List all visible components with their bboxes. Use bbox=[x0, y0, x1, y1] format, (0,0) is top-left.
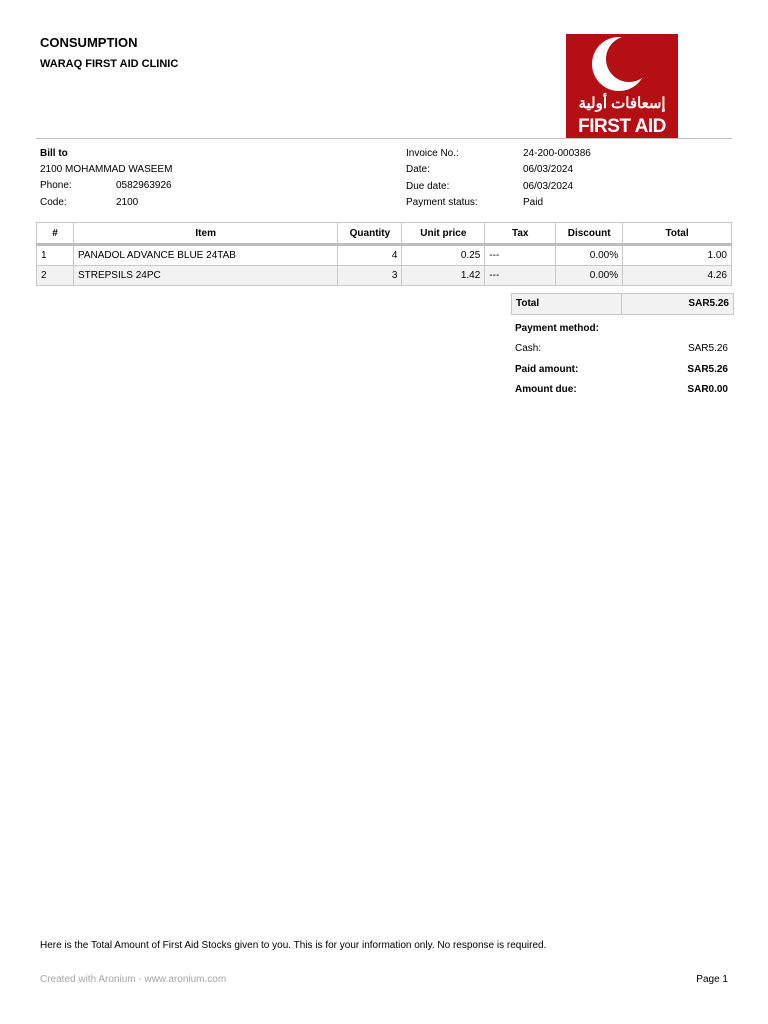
quantity: 4 bbox=[338, 245, 402, 266]
row-number: 2 bbox=[37, 266, 74, 286]
column-header: Discount bbox=[556, 223, 623, 245]
tax: --- bbox=[485, 245, 556, 266]
code-label: Code: bbox=[40, 197, 67, 208]
logo-arabic-text: إسعافات أولية bbox=[578, 95, 666, 112]
clinic-name: WARAQ FIRST AID CLINIC bbox=[40, 58, 179, 70]
cash-label: Cash: bbox=[515, 343, 542, 354]
column-header: Tax bbox=[485, 223, 556, 245]
total-value: SAR5.26 bbox=[688, 298, 729, 309]
code-value: 2100 bbox=[116, 197, 139, 208]
total-label: Total bbox=[516, 298, 540, 309]
header-divider bbox=[36, 138, 732, 139]
discount: 0.00% bbox=[556, 266, 623, 286]
quantity: 3 bbox=[338, 266, 402, 286]
due-date-value: 06/03/2024 bbox=[523, 181, 574, 192]
tax: --- bbox=[485, 266, 556, 286]
item-name: PANADOL ADVANCE BLUE 24TAB bbox=[73, 245, 338, 266]
date-value: 06/03/2024 bbox=[523, 164, 574, 175]
unit-price: 1.42 bbox=[402, 266, 485, 286]
column-header: # bbox=[37, 223, 74, 245]
total-box bbox=[511, 293, 734, 315]
column-header: Total bbox=[623, 223, 732, 245]
credit-text: Created with Aronium - www.aronium.com bbox=[40, 974, 227, 985]
row-number: 1 bbox=[37, 245, 74, 266]
items-table bbox=[36, 222, 732, 286]
logo-english-text: FIRST AID bbox=[578, 116, 666, 137]
paid-amount-label: Paid amount: bbox=[515, 364, 579, 375]
amount-due-value: SAR0.00 bbox=[687, 384, 728, 395]
first-aid-logo bbox=[566, 34, 678, 138]
page-number: Page 1 bbox=[696, 974, 728, 985]
invoice-number: 24-200-000386 bbox=[523, 148, 591, 159]
line-total: 1.00 bbox=[623, 245, 732, 266]
column-header: Quantity bbox=[338, 223, 402, 245]
payment-status-value: Paid bbox=[523, 197, 544, 208]
bill-to-heading: Bill to bbox=[40, 148, 68, 159]
due-date-label: Due date: bbox=[406, 181, 450, 192]
invoice-number-label: Invoice No.: bbox=[406, 148, 459, 159]
date-label: Date: bbox=[406, 164, 430, 175]
table-row bbox=[37, 245, 732, 266]
table-row bbox=[37, 266, 732, 286]
column-header: Item bbox=[73, 223, 338, 245]
footer-note: Here is the Total Amount of First Aid Stocks given to you. This is for your information only. No response is required. bbox=[40, 940, 547, 951]
unit-price: 0.25 bbox=[402, 245, 485, 266]
phone-label: Phone: bbox=[40, 180, 72, 191]
document-title: CONSUMPTION bbox=[40, 35, 138, 50]
phone-value: 0582963926 bbox=[116, 180, 172, 191]
item-name: STREPSILS 24PC bbox=[73, 266, 338, 286]
total-divider bbox=[621, 294, 622, 314]
payment-status-label: Payment status: bbox=[406, 197, 478, 208]
customer-name: 2100 MOHAMMAD WASEEM bbox=[40, 164, 173, 175]
column-header: Unit price bbox=[402, 223, 485, 245]
paid-amount-value: SAR5.26 bbox=[687, 364, 728, 375]
table-header-row bbox=[37, 223, 732, 245]
discount: 0.00% bbox=[556, 245, 623, 266]
line-total: 4.26 bbox=[623, 266, 732, 286]
amount-due-label: Amount due: bbox=[515, 384, 577, 395]
cash-value: SAR5.26 bbox=[687, 343, 728, 354]
payment-method-label: Payment method: bbox=[515, 323, 599, 334]
